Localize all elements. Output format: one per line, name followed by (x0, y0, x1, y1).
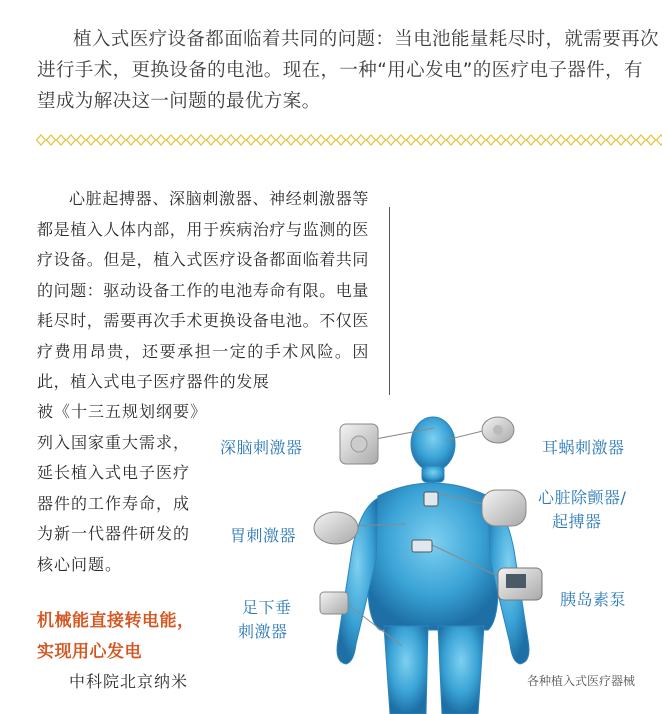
gastric-device (314, 512, 358, 544)
section-heading (37, 606, 207, 668)
section-paragraph: 中科院北京纳米 (69, 672, 189, 691)
article-continued (37, 397, 208, 580)
heading-line: 实现用心发电 (37, 642, 142, 662)
lead-text: 植入式医疗设备都面临着共同的问题：当电池能量耗尽时，就需要再次进行手术，更换设备的电池。现在，一种“用心发电”的医疗电子器件，有望成为解决这一问题的最优方案。 (37, 29, 659, 112)
defibrillator-device (482, 490, 526, 526)
text-line: 延长植入式电子医疗 (37, 463, 191, 482)
label-foot-drop-line1: 足下垂 (242, 598, 292, 617)
text-line: 器件的工作寿命，成 (37, 493, 191, 513)
insulin-pump-device (498, 568, 542, 600)
label-deep-brain: 深脑刺激器 (220, 438, 303, 457)
label-foot-drop-line2: 刺激器 (238, 622, 288, 641)
article-paragraph: 心脏起搏器、深脑刺激器、神经刺激器等都是植入人体内部，用于疾病治疗与监测的医疗设备。但是，植入式医疗设备都面临着共同的问题：驱动设备工作的电池寿命有限。电量耗尽时，需要再次手术更换设备电池。不仅医疗费用昂贵，还要承担一定的手术风险。因此，植入式电子医疗器件的发展 (37, 189, 370, 391)
label-insulin-pump: 胰岛素泵 (560, 590, 627, 609)
diamond-divider (36, 134, 662, 146)
label-defibrillator-line1: 心脏除颤器/ (538, 488, 627, 507)
label-cochlear: 耳蜗刺激器 (542, 438, 625, 457)
cochlear-device (482, 417, 514, 443)
column-rule (389, 207, 390, 395)
text-line: 列入国家重大需求， (37, 432, 191, 452)
article-body (37, 184, 369, 398)
text-line: 为新一代器件研发的 (37, 524, 191, 543)
deep-brain-device (340, 424, 378, 464)
label-gastric: 胃刺激器 (230, 526, 297, 545)
implant-figure (200, 400, 670, 714)
text-line: 核心问题。 (37, 554, 123, 574)
heading-line: 机械能直接转电能， (37, 611, 195, 631)
text-line: 被《十三五规划纲要》 (37, 402, 208, 421)
label-defibrillator-line2: 起搏器 (552, 512, 602, 531)
foot-drop-device (320, 592, 348, 614)
figure-caption: 各种植入式医疗器械 (527, 674, 636, 688)
lead-paragraph (37, 24, 659, 117)
